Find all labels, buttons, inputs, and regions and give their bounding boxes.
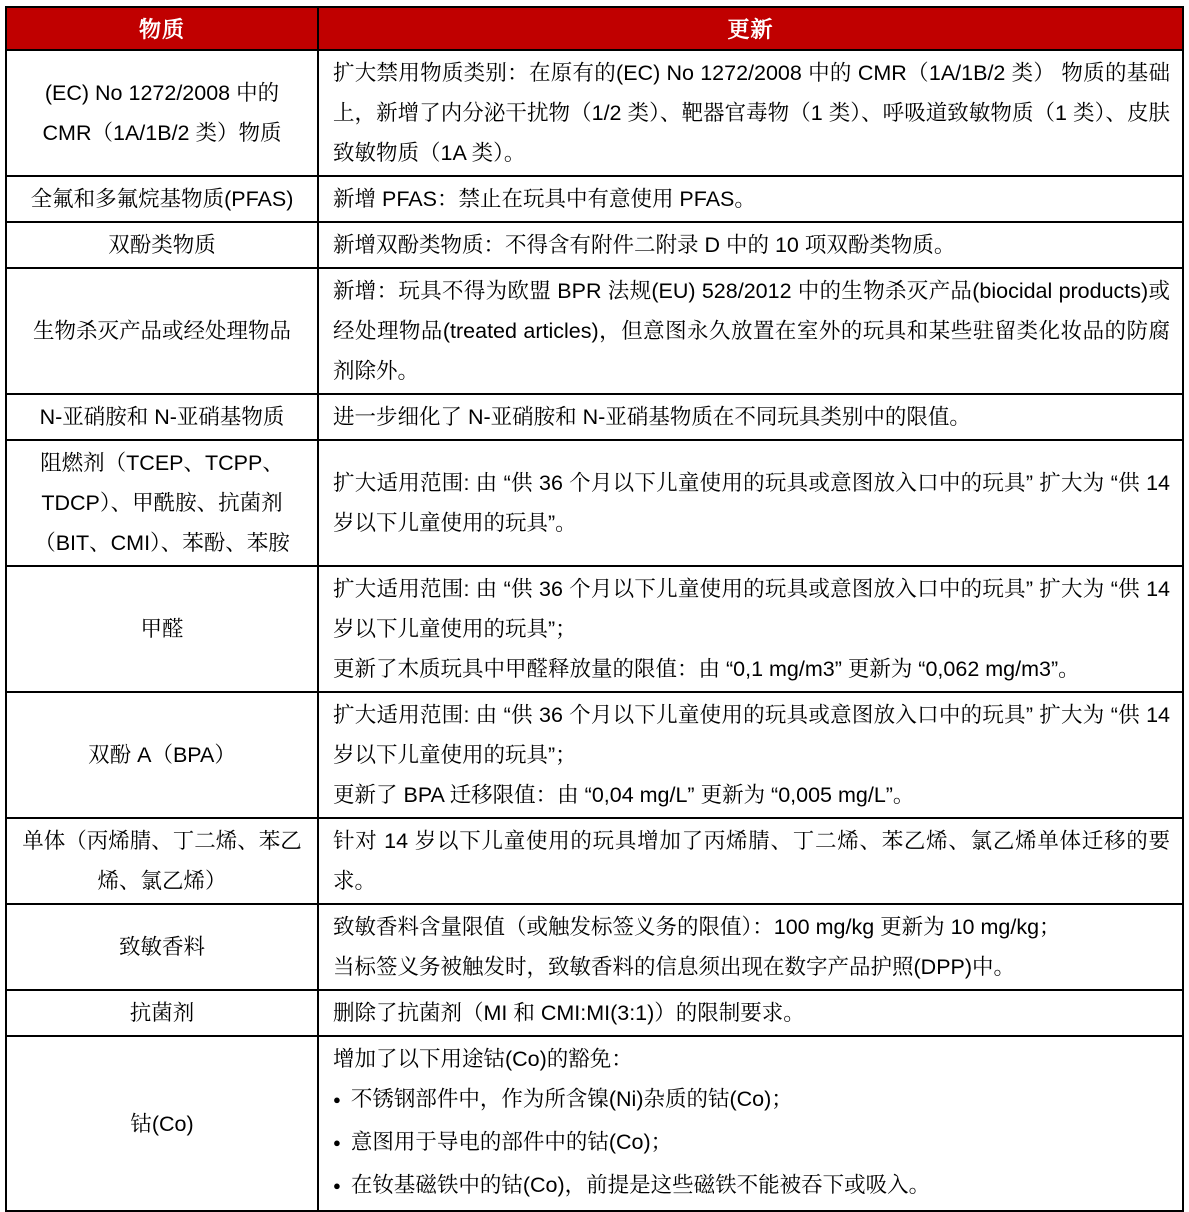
- header-row: [6, 7, 1183, 50]
- bullet-item: [333, 1122, 1170, 1165]
- update-paragraph: 新增双酚类物质：不得含有附件二附录 D 中的 10 项双酚类物质。: [333, 233, 956, 257]
- update-cell: [318, 692, 1183, 818]
- substance-cell: 阻燃剂（TCEP、TCPP、TDCP）、甲酰胺、抗菌剂（BIT、CMI）、苯酚、苯胺: [6, 440, 318, 566]
- update-cell: [318, 566, 1183, 692]
- update-paragraph: 扩大禁用物质类别：在原有的(EC) No 1272/2008 中的 CMR（1A/1B/2 类） 物质的基础上，新增了内分泌干扰物（1/2 类）、靶器官毒物（1 类）、呼吸道致敏物质（1 类）、皮肤致敏物质（1A 类）。: [333, 61, 1170, 165]
- update-paragraph: 当标签义务被触发时，致敏香料的信息须出现在数字产品护照(DPP)中。: [333, 955, 1016, 979]
- bullet-text: 在钕基磁铁中的钴(Co)，前提是这些磁铁不能被吞下或吸入。: [350, 1173, 931, 1197]
- update-paragraph: 新增：玩具不得为欧盟 BPR 法规(EU) 528/2012 中的生物杀灭产品(biocidal products)或经处理物品(treated articles)，但意图永久放置在室外的玩具和某些驻留类化妆品的防腐剂除外。: [333, 279, 1170, 383]
- substance-cell: 钴(Co): [6, 1036, 318, 1211]
- table-row: [6, 440, 1183, 566]
- substance-cell: 双酚类物质: [6, 222, 318, 268]
- update-cell: [318, 222, 1183, 268]
- update-paragraph: 更新了木质玩具中甲醛释放量的限值：由 “0,1 mg/m3” 更新为 “0,062 mg/m3”。: [333, 657, 1080, 681]
- bullet-icon: ●: [333, 1178, 341, 1193]
- update-cell: [318, 268, 1183, 394]
- substance-cell: 抗菌剂: [6, 990, 318, 1036]
- bullet-text: 不锈钢部件中，作为所含镍(Ni)杂质的钴(Co)；: [350, 1087, 793, 1111]
- table-row: [6, 692, 1183, 818]
- update-cell: [318, 818, 1183, 904]
- update-cell: [318, 394, 1183, 440]
- substance-cell: N-亚硝胺和 N-亚硝基物质: [6, 394, 318, 440]
- table-body: [6, 50, 1183, 1211]
- bullet-item: [333, 1165, 1170, 1208]
- update-cell: [318, 50, 1183, 176]
- update-cell: [318, 990, 1183, 1036]
- substance-cell: 致敏香料: [6, 904, 318, 990]
- substance-cell: 单体（丙烯腈、丁二烯、苯乙烯、氯乙烯）: [6, 818, 318, 904]
- update-cell: [318, 440, 1183, 566]
- bullet-icon: ●: [333, 1135, 341, 1150]
- header-cell-substance: 物质: [6, 7, 318, 50]
- update-paragraph: 删除了抗菌剂（MI 和 CMI:MI(3:1)）的限制要求。: [333, 1001, 805, 1025]
- substance-cell: 全氟和多氟烷基物质(PFAS): [6, 176, 318, 222]
- update-paragraph: 扩大适用范围: 由 “供 36 个月以下儿童使用的玩具或意图放入口中的玩具” 扩大为 “供 14 岁以下儿童使用的玩具”；: [333, 703, 1170, 767]
- bullet-text: 意图用于导电的部件中的钴(Co)；: [350, 1130, 673, 1154]
- update-paragraph: 更新了 BPA 迁移限值：由 “0,04 mg/L” 更新为 “0,005 mg/L”。: [333, 783, 915, 807]
- table-row: [6, 566, 1183, 692]
- table-row: [6, 990, 1183, 1036]
- update-paragraph: 扩大适用范围: 由 “供 36 个月以下儿童使用的玩具或意图放入口中的玩具” 扩大为 “供 14 岁以下儿童使用的玩具”。: [333, 471, 1170, 535]
- substance-cell: 双酚 A（BPA）: [6, 692, 318, 818]
- update-cell: [318, 1036, 1183, 1211]
- table-row: [6, 176, 1183, 222]
- update-paragraph: 扩大适用范围: 由 “供 36 个月以下儿童使用的玩具或意图放入口中的玩具” 扩大为 “供 14 岁以下儿童使用的玩具”；: [333, 577, 1170, 641]
- header-cell-update: 更新: [318, 7, 1183, 50]
- update-cell: [318, 904, 1183, 990]
- table-row: [6, 268, 1183, 394]
- substance-cell: (EC) No 1272/2008 中的 CMR（1A/1B/2 类）物质: [6, 50, 318, 176]
- table-row: [6, 1036, 1183, 1211]
- bullet-item: [333, 1079, 1170, 1122]
- update-paragraph: 致敏香料含量限值（或触发标签义务的限值）：100 mg/kg 更新为 10 mg/kg；: [333, 915, 1061, 939]
- bullet-icon: ●: [333, 1092, 341, 1107]
- substance-cell: 甲醛: [6, 566, 318, 692]
- update-paragraph: 针对 14 岁以下儿童使用的玩具增加了丙烯腈、丁二烯、苯乙烯、氯乙烯单体迁移的要求。: [333, 829, 1170, 893]
- update-paragraph: 增加了以下用途钴(Co)的豁免：: [333, 1047, 633, 1071]
- substances-update-table: [5, 6, 1184, 1212]
- table-row: [6, 394, 1183, 440]
- update-cell: [318, 176, 1183, 222]
- update-paragraph: 新增 PFAS：禁止在玩具中有意使用 PFAS。: [333, 187, 756, 211]
- substance-cell: 生物杀灭产品或经处理物品: [6, 268, 318, 394]
- table-row: [6, 904, 1183, 990]
- table-row: [6, 818, 1183, 904]
- update-paragraph: 进一步细化了 N-亚硝胺和 N-亚硝基物质在不同玩具类别中的限值。: [333, 405, 971, 429]
- table-row: [6, 222, 1183, 268]
- table-row: [6, 50, 1183, 176]
